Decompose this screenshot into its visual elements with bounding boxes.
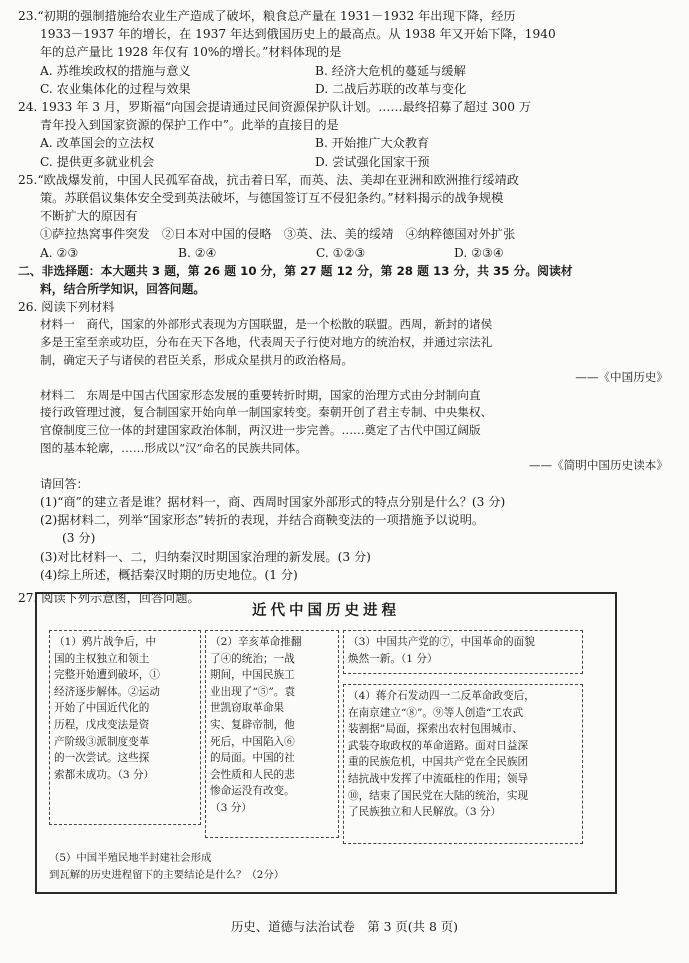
questions-column [18, 7, 674, 607]
box-4-line: 重的民族危机，中国共产党在全民族团 [348, 756, 529, 769]
box-2-line: 了④的统治；一战 [210, 652, 295, 665]
question-26 [18, 298, 674, 584]
q23-stem-line: 年的总产量比 1928 年仅有 10%的增长。”材料体现的是 [40, 45, 342, 60]
q23-option-d[interactable]: D. 二战后苏联的改革与变化 [315, 81, 467, 96]
box-1-line: 索都未成功。（3 分） [54, 768, 155, 781]
q26-subquestion: (4)综上所述，概括秦汉时期的历史地位。(1 分) [40, 567, 298, 582]
box-2-line: 惨命运没有改变。 [210, 785, 295, 798]
q24-option-c[interactable]: C. 提供更多就业机会 [40, 154, 155, 169]
box-2-line: 业出现了“⑤”。袁 [210, 685, 295, 698]
q26-ask: 请回答： [40, 476, 89, 491]
box-4-line: 结抗战中发挥了中流砥柱的作用；领导 [348, 772, 529, 785]
q27-intro: 27. 阅读下列示意图，回答问题。 [18, 591, 200, 606]
q23-option-a[interactable]: A. 苏维埃政权的措施与意义 [40, 63, 191, 78]
q23-options-row [18, 80, 674, 98]
box-1-line: 产阶级③派制度变革 [54, 735, 150, 748]
box-1-line: 的一次尝试。这些探 [54, 752, 150, 765]
q24-option-d[interactable]: D. 尝试强化国家干预 [315, 154, 430, 169]
box-3-line: 焕然一新。（1 分） [348, 652, 438, 665]
question-25 [18, 171, 674, 262]
material-2-source: ——《简明中国历史读本》 [528, 458, 668, 473]
material-line: 材料二 东周是中国古代国家形态发展的重要转折时期，国家的治理方式由分封制向直 [40, 387, 481, 402]
diagram-title: 近代中国历史进程 [252, 603, 400, 619]
q26-subquestion: (3)对比材料一、二，归纳秦汉时期国家治理的新发展。(3 分) [40, 549, 371, 564]
box-4-line: 在南京建立“⑧”。⑨等人创造“工农武 [348, 706, 524, 719]
material-line: 制，确定天子与诸侯的君臣关系，形成众星拱月的政治格局。 [40, 352, 354, 367]
q23-stem-line: 23.“初期的强制措施给农业生产造成了破坏，粮食总产量在 1931－1932 年出现下降，经历 [18, 9, 516, 23]
box-5-line: 到瓦解的历史进程留下的主要结论是什么？（2分） [49, 869, 285, 881]
q25-options-row [18, 244, 674, 262]
q23-stem-line: 1933－1937 年的增长，在 1937 年达到俄国历史上的最高点。从 1938 年又开始下降，1940 [40, 27, 556, 42]
question-24 [18, 98, 674, 171]
box-4-line: （4）蒋介石发动四一二反革命政变后， [348, 690, 535, 702]
box-2-line: 实、复辟帝制，他 [210, 718, 295, 731]
section-two-line: 料，结合所学知识，回答问题。 [40, 282, 206, 297]
q24-option-a[interactable]: A. 改革国会的立法权 [40, 136, 155, 151]
q24-stem-line: 24. 1933 年 3 月，罗斯福“向国会提请通过民间资源保护队计划。……最终招募了超过 300 万 [18, 100, 532, 115]
q23-option-c[interactable]: C. 农业集体化的过程与效果 [40, 81, 191, 96]
q25-stem-line: 25.“欧战爆发前，中国人民孤军奋战，抗击着日军，而英、法、美却在亚洲和欧洲推行绥靖政 [18, 172, 519, 187]
q26-subquestion: (2)据材料二，列举“国家形态”转折的表现，并结合商鞅变法的一项措施予以说明。 [40, 513, 485, 528]
box-1-line: 开始了中国近代化的 [54, 702, 150, 715]
q26-material-1 [18, 316, 674, 386]
material-1-source: ——《中国历史》 [575, 370, 668, 385]
box-2-line: （3 分） [210, 801, 252, 814]
q26-intro: 26. 阅读下列材料 [18, 300, 115, 315]
q25-stem-line: 策。苏联倡议集体安全受到英法破坏，与德国签订互不侵犯条约。”材料揭示的战争规模 [40, 191, 504, 206]
diagram-box-2 [205, 630, 339, 838]
box-5-line: （5）中国半殖民地半封建社会形成 [49, 852, 212, 864]
box-1-line: 历程，戊戌变法是资 [54, 718, 150, 731]
material-line: 接行政管理过渡，复合制国家开始向单一制国家转变。秦朝开创了君主专制、中央集权、 [40, 405, 493, 420]
q24-options-row [18, 134, 674, 152]
box-2-line: （2）辛亥革命推翻 [210, 636, 302, 648]
box-1-line: （1）鸦片战争后，中 [54, 636, 157, 648]
q25-option-b[interactable]: B. ②④ [178, 245, 217, 260]
q25-stem-line: 不断扩大的原因有 [40, 209, 138, 224]
diagram-question-5 [49, 850, 284, 884]
material-line: 官僚制度三位一体的封建国家政治体制，两汉进一步完善。……奠定了古代中国辽阔版 [40, 423, 481, 438]
history-process-diagram [35, 592, 617, 894]
q25-option-a[interactable]: A. ②③ [40, 245, 79, 260]
material-line: 材料一 商代，国家的外部形式表现为方国联盟，是一个松散的联盟。西周，新封的诸侯 [40, 317, 493, 332]
q23-options-row [18, 62, 674, 80]
box-4-line: 了民族独立和人民解放。（3 分） [348, 806, 502, 819]
q24-options-row [18, 153, 674, 171]
box-1-line: 经济逐步解体。②运动 [54, 685, 160, 698]
material-line: 多是王室至亲或功臣，分布在天下各地，代表周天子行使对地方的统治权，并通过宗法礼 [40, 335, 493, 350]
box-4-line: 武装夺取政权的革命道路。面对日益深 [348, 739, 529, 752]
question-23 [18, 7, 674, 98]
q25-option-c[interactable]: C. ①②③ [316, 245, 366, 260]
box-1-line: 国的主权独立和领土 [54, 652, 150, 665]
diagram-box-3 [343, 630, 583, 674]
q24-option-b[interactable]: B. 开始推广大众教育 [315, 136, 430, 151]
diagram-box-1 [49, 630, 201, 825]
box-2-line: 死后，中国陷入⑥ [210, 735, 295, 748]
section-two-line: 二、非选择题：本大题共 3 题，第 26 题 10 分，第 27 题 12 分，第 28 题 13 分，共 35 分。阅读材 [18, 263, 573, 278]
diagram-box-4 [343, 684, 583, 844]
q25-items: ①萨拉热窝事件突发 ②日本对中国的侵略 ③英、法、美的绥靖 ④纳粹德国对外扩张 [40, 227, 516, 242]
q26-subquestion: (3 分) [62, 531, 96, 546]
box-2-line: 会性质和人民的悲 [210, 768, 295, 781]
box-2-line: 世凯窃取革命果 [210, 702, 285, 715]
box-4-line: 装割据”局面，探索出农村包围城市、 [348, 723, 523, 736]
box-2-line: 的局面。中国的社 [210, 752, 295, 765]
q25-option-d[interactable]: D. ②③④ [454, 245, 504, 260]
box-3-line: （3）中国共产党的⑦，中国革命的面貌 [348, 636, 535, 648]
q23-option-b[interactable]: B. 经济大危机的蔓延与缓解 [315, 63, 466, 78]
box-2-line: 期间，中国民族工 [210, 669, 295, 682]
box-4-line: ⑩，结束了国民党在大陆的统治，实现 [348, 789, 529, 802]
q26-subquestion: (1)“商”的建立者是谁？据材料一，商、西周时国家外部形式的特点分别是什么？(3 分) [40, 495, 506, 509]
page-footer: 历史、道德与法治试卷 第 3 页(共 8 页) [230, 919, 459, 934]
section-two-heading [18, 262, 674, 298]
q24-stem-line: 青年投入到国家资源的保护工作中”。此举的直接目的是 [40, 118, 339, 133]
material-line: 图的基本轮廓，……形成以“汉”命名的民族共同体。 [40, 440, 307, 455]
box-1-line: 完整开始遭到破坏，① [54, 669, 160, 682]
q26-material-2 [18, 387, 674, 475]
